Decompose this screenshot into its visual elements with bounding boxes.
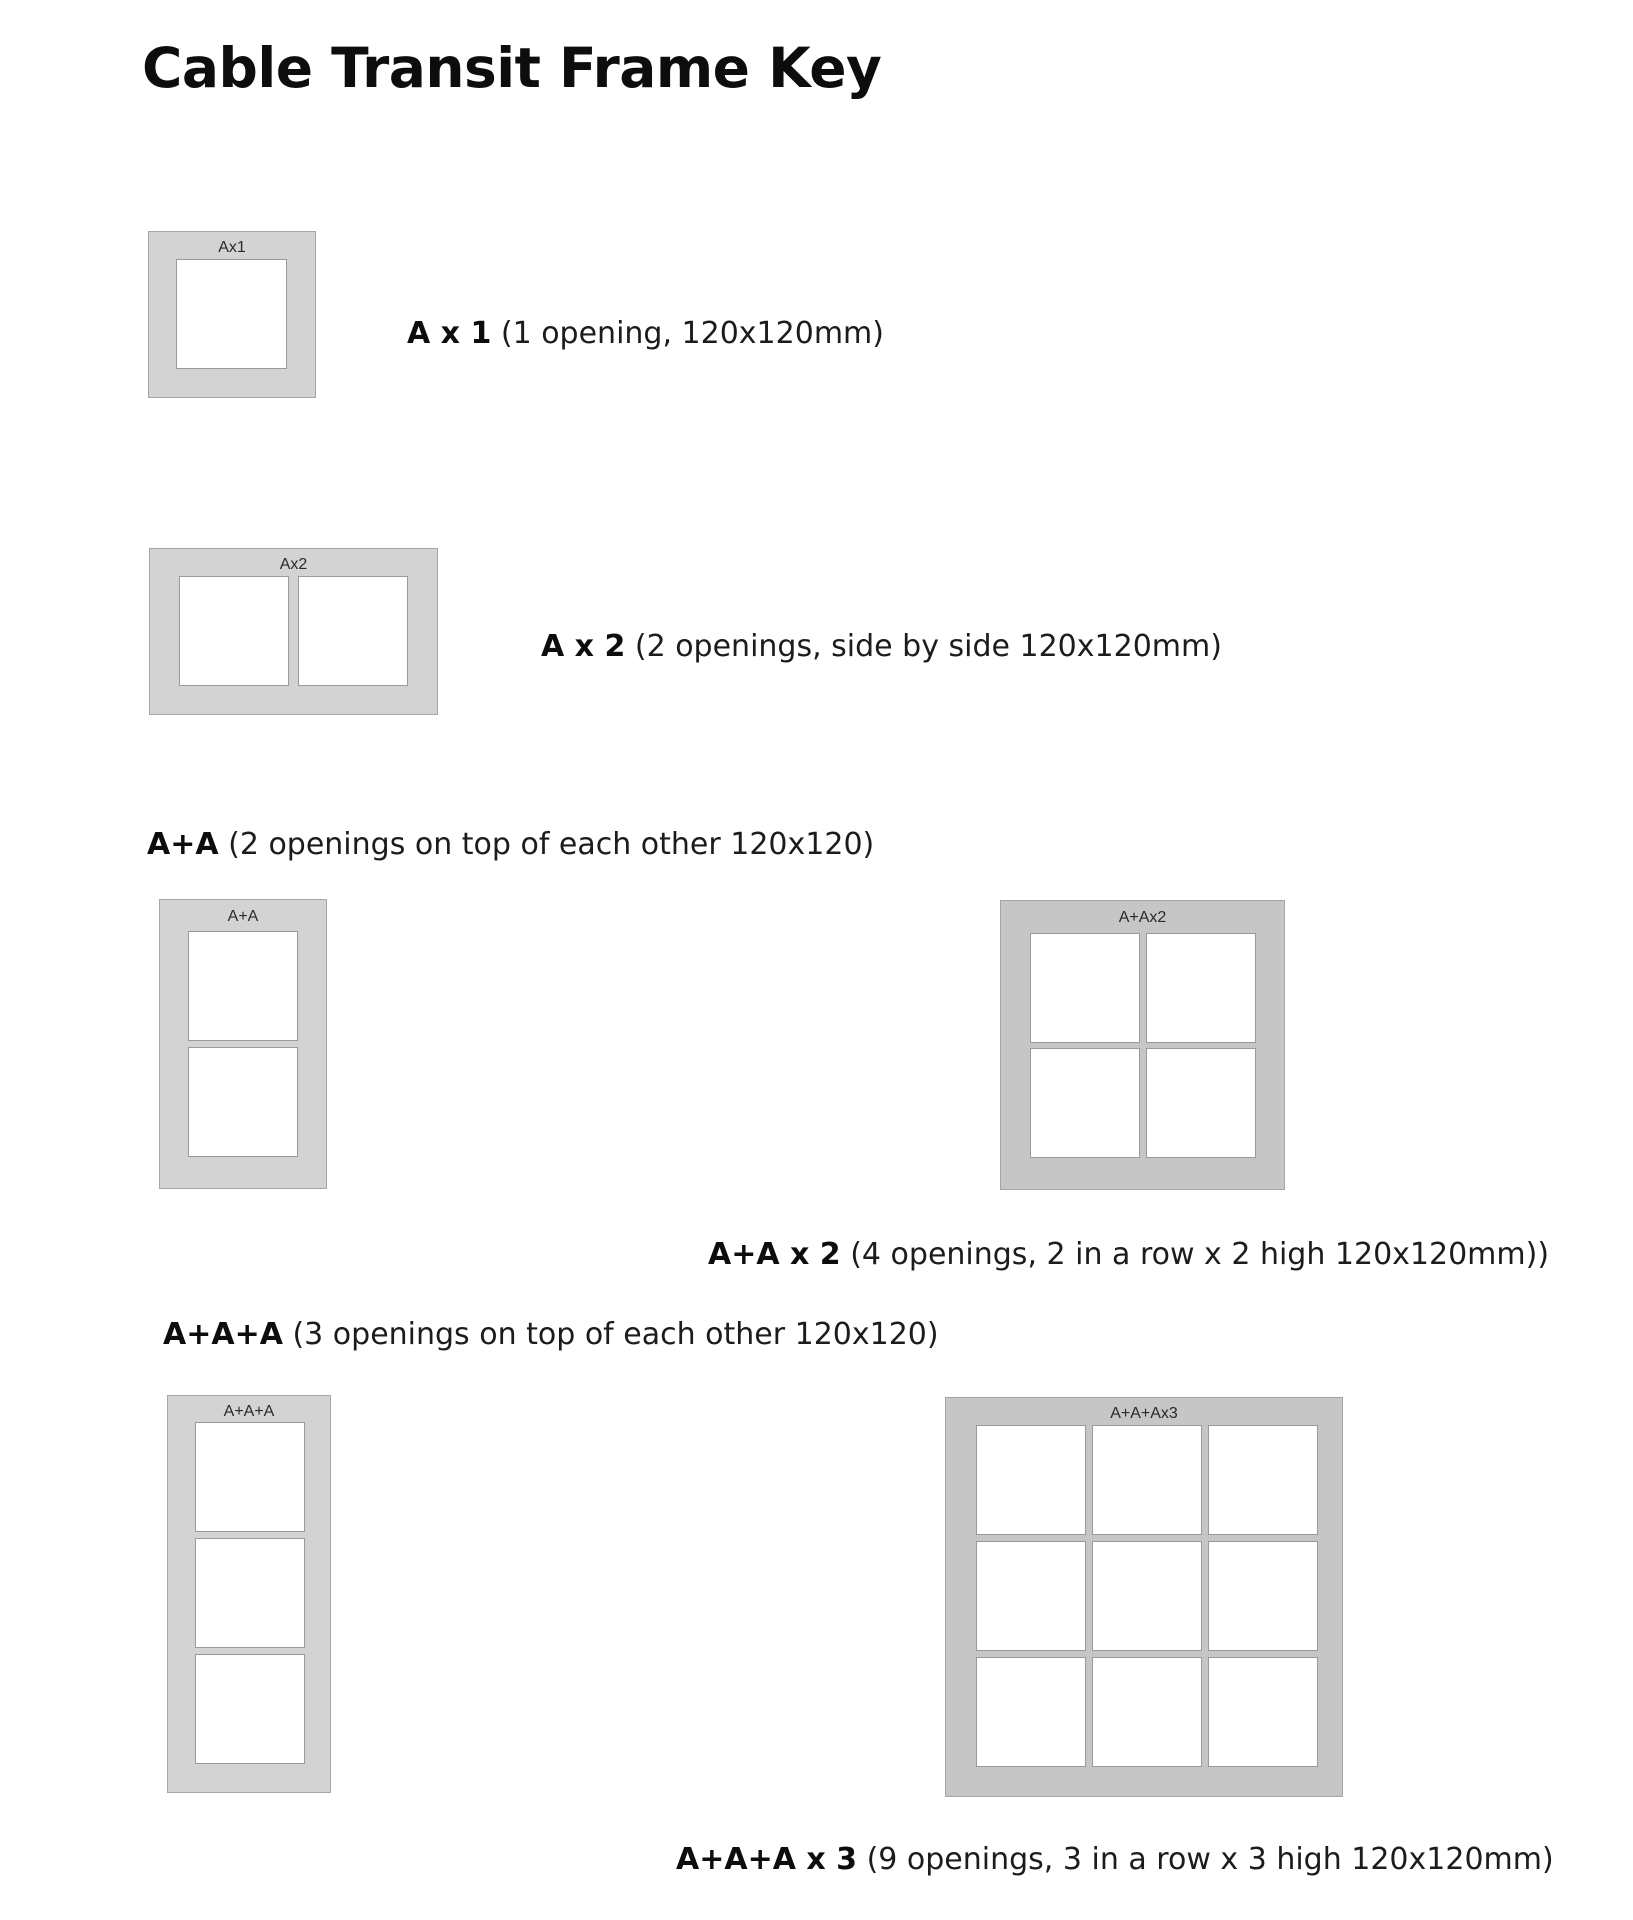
opening: [976, 1657, 1086, 1767]
frame-label-a-plus-a: [147, 827, 875, 862]
opening: [1208, 1425, 1318, 1535]
frame-code: A+A+A: [163, 1317, 283, 1352]
frame-description: (2 openings, side by side 120x120mm): [625, 629, 1222, 664]
frame-label-a-plus-a-plus-a: [163, 1317, 939, 1352]
frame-description: (9 openings, 3 in a row x 3 high 120x120mm): [857, 1842, 1554, 1877]
frame-code: A+A+A x 3: [676, 1842, 858, 1877]
opening: [195, 1422, 305, 1532]
frame-code: A+A x 2: [708, 1237, 841, 1272]
frame-tag: A+A+Ax3: [1110, 1405, 1178, 1422]
opening: [976, 1425, 1086, 1535]
frame-description: (3 openings on top of each other 120x120): [282, 1317, 939, 1352]
page-title: Cable Transit Frame Key: [142, 36, 882, 100]
frame-a-plus-a-x2: [1000, 900, 1285, 1190]
opening: [195, 1538, 305, 1648]
opening: [1030, 1048, 1140, 1158]
frame-tag: Ax2: [279, 556, 308, 573]
opening: [976, 1541, 1086, 1651]
opening: [195, 1654, 305, 1764]
frame-code: A x 2: [541, 629, 626, 664]
frame-description: (2 openings on top of each other 120x120): [218, 827, 875, 862]
frame-code: A+A: [147, 827, 219, 862]
opening: [179, 576, 289, 686]
opening: [188, 1047, 298, 1157]
opening: [1030, 933, 1140, 1043]
frame-ax2: [149, 548, 438, 715]
opening: [188, 931, 298, 1041]
frame-code: A x 1: [407, 316, 492, 351]
frame-label-a-plus-a-plus-a-x3: [676, 1842, 1554, 1877]
frame-tag: A+Ax2: [1118, 909, 1167, 926]
frame-description: (4 openings, 2 in a row x 2 high 120x120mm)): [840, 1237, 1550, 1272]
frame-description: (1 opening, 120x120mm): [491, 316, 884, 351]
opening: [1146, 1048, 1256, 1158]
opening: [1208, 1657, 1318, 1767]
frame-tag: Ax1: [218, 239, 246, 256]
frame-tag: A+A: [227, 908, 259, 925]
opening: [1146, 933, 1256, 1043]
frame-tag: A+A+A: [223, 1403, 275, 1420]
opening: [1092, 1425, 1202, 1535]
frame-a-plus-a-plus-a: [167, 1395, 331, 1793]
opening: [1092, 1657, 1202, 1767]
frame-label-ax2: [541, 629, 1222, 664]
frame-a-plus-a: [159, 899, 327, 1189]
frame-a-plus-a-plus-a-x3: [945, 1397, 1343, 1797]
frame-ax1: [148, 231, 316, 398]
opening: [176, 259, 287, 369]
frame-label-ax1: [407, 316, 884, 351]
opening: [298, 576, 408, 686]
opening: [1208, 1541, 1318, 1651]
opening: [1092, 1541, 1202, 1651]
frame-label-a-plus-a-x2: [708, 1237, 1550, 1272]
